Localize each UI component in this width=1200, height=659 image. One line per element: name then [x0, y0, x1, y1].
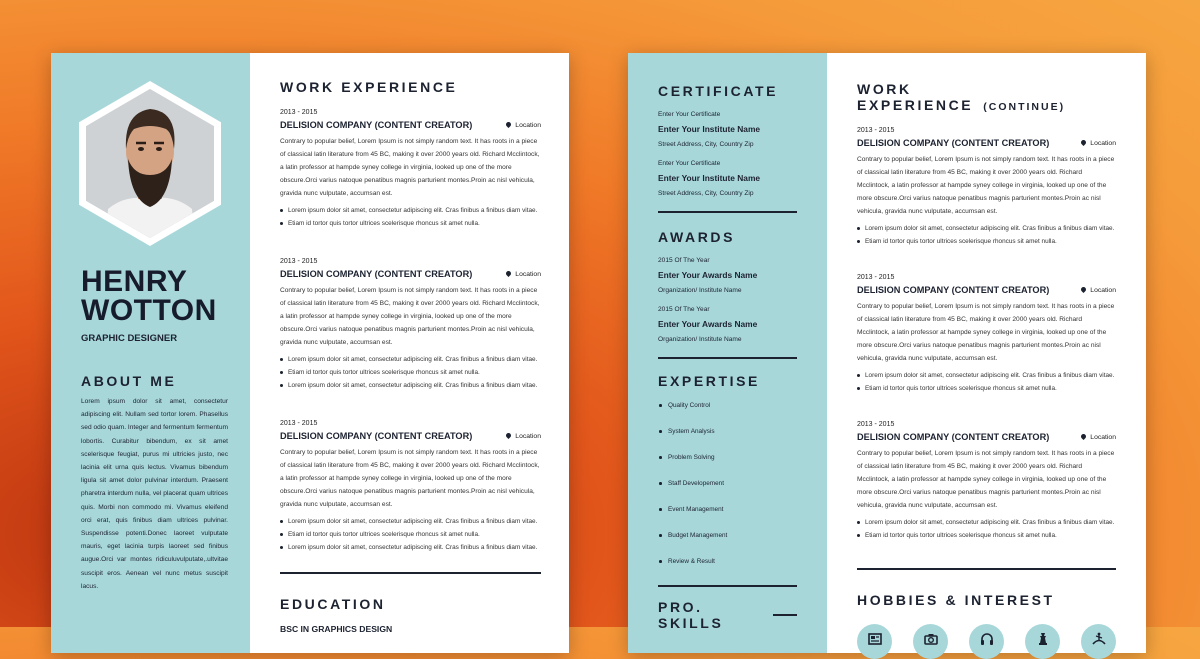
location [1081, 140, 1116, 147]
job-header [857, 432, 1116, 442]
bullet-point: Etiam id tortor quis tortor ultrices scelerisque rhoncus sit amet nulla. [857, 384, 1116, 393]
certificate-title: CERTIFICATE [658, 83, 779, 99]
hobby-badge [857, 624, 892, 659]
sidebar [628, 53, 827, 653]
bullet-point: Etiam id tortor quis tortor ultrices scelerisque rhoncus sit amet nulla. [280, 530, 541, 539]
job-entry [857, 127, 1116, 246]
location [506, 271, 541, 278]
award-entry [658, 306, 797, 343]
divider [773, 614, 797, 616]
bullet-point: Lorem ipsum dolor sit amet, consectetur adipiscing elit. Cras finibus a finibus diam vitae. [280, 206, 541, 215]
bullet-point: Lorem ipsum dolor sit amet, consectetur adipiscing elit. Cras finibus a finibus diam vitae. [280, 517, 541, 526]
location-pin-icon [505, 431, 512, 438]
location-pin-icon [505, 120, 512, 127]
bullet-point: Etiam id tortor quis tortor ultrices scelerisque rhoncus sit amet nulla. [857, 237, 1116, 246]
pro-skills-header [658, 599, 797, 631]
job-role: GRAPHIC DESIGNER [81, 333, 178, 344]
work-experience-title: WORK EXPERIENCE [280, 79, 458, 95]
resume-page-1 [51, 53, 569, 653]
job-description: Contrary to popular belief, Lorem Ipsum is not simply random text. It has roots in a piece of classical latin literature from 45 BC, making it over 2000 years old. Richard Mcclintock, a latin professor at hampde syney college in virginia, looked up one of the more obscure.Orci varius natoque penatibus magnis parturient montes.Proin ac nisl vehicula, gravida nunc vulputate, accumsan est. [857, 303, 1115, 362]
location-pin-icon [1080, 432, 1087, 439]
certificate-label: Enter Your Certificate [658, 160, 721, 167]
certificate-entry [658, 160, 797, 197]
name-line-1: HENRY [81, 265, 188, 298]
location-text: Location [1090, 139, 1116, 147]
job-description: Contrary to popular belief, Lorem Ipsum is not simply random text. It has roots in a piece of classical latin literature from 45 BC, making it over 2000 years old. Richard Mcclintock, a latin professor at hampde syney college in virginia, looked up one of the more obscure.Orci varius natoque penatibus magnis parturient montes.Proin ac nisl vehicula, gravida nunc vulputate, accumsan est. [280, 287, 540, 346]
award-year: 2015 Of The Year [658, 306, 710, 313]
work-title-text: WORK EXPERIENCE [857, 81, 974, 113]
bullet-point: Etiam id tortor quis tortor ultrices scelerisque rhoncus sit amet nulla. [280, 219, 541, 228]
company-name: DELISION COMPANY (CONTENT CREATOR) [280, 120, 473, 130]
location [1081, 287, 1116, 294]
award-year: 2015 Of The Year [658, 257, 710, 264]
education-title: EDUCATION [280, 596, 386, 612]
location-pin-icon [505, 269, 512, 276]
work-experience-title [857, 81, 1116, 113]
location-pin-icon [1080, 138, 1087, 145]
job-date: 2013 - 2015 [857, 421, 895, 428]
main-column [827, 53, 1146, 653]
bullet-point: Lorem ipsum dolor sit amet, consectetur adipiscing elit. Cras finibus a finibus diam vitae. [280, 355, 541, 364]
job-header [280, 431, 541, 441]
headphones-icon [979, 631, 995, 652]
name-line-2: WOTTON [81, 294, 217, 327]
chess-icon [1035, 631, 1051, 652]
about-title: ABOUT ME [81, 373, 177, 389]
job-date: 2013 - 2015 [280, 258, 318, 265]
company-name: DELISION COMPANY (CONTENT CREATOR) [857, 432, 1050, 442]
certificate-list [658, 111, 797, 197]
expertise-item: System Analysis [658, 428, 797, 435]
institute-name: Enter Your Institute Name [658, 173, 761, 183]
about-text: Lorem ipsum dolor sit amet, consectetur adipiscing elit. Nullam sed tortor lorem. Phasellus sed odio quam. Integer and fermentum fermentum lobortis. Curabitur bibendum, ex sit amet scelerisque feugiat, purus mi ultricies justo, nec lacinia elit urna quis lectus. Vivamus bibendum ligula sit amet dolor pulvinar interdum. Praesent pharetra interdum nulla, vel placerat quam ultrices quis. Morbi non commodo mi. Vivamus eleifend orci erat, quis finibus diam ultrices pulvinar. Suspendisse potenti.Donec laoreet vulputate mauris, eget lacinia turpis laoreet sed finibus augue.Orci var montes ridiculuvulputate,.ultvitae suscipit eros. Aenean vel nunc metus suscipit lacus. [81, 398, 228, 590]
job-date: 2013 - 2015 [857, 274, 895, 281]
certificate-label: Enter Your Certificate [658, 111, 721, 118]
location-text: Location [1090, 286, 1116, 294]
location-text: Location [515, 432, 541, 440]
company-name: DELISION COMPANY (CONTENT CREATOR) [280, 269, 473, 279]
work-continue-text: (CONTINUE) [983, 101, 1066, 113]
job-entry [280, 109, 541, 228]
company-name: DELISION COMPANY (CONTENT CREATOR) [280, 431, 473, 441]
hobbies-list [857, 624, 1116, 659]
location-text: Location [515, 121, 541, 129]
job-header [857, 138, 1116, 148]
pro-skills-title: PRO. SKILLS [658, 599, 724, 631]
job-entry [280, 258, 541, 390]
candidate-name [81, 267, 217, 325]
hobbies-title: HOBBIES & INTEREST [857, 592, 1055, 608]
divider [857, 568, 1116, 570]
location-text: Location [515, 270, 541, 278]
expertise-item: Quality Control [658, 402, 797, 409]
work-experience-list [857, 127, 1116, 540]
expertise-item: Review & Result [658, 558, 797, 565]
main-column [250, 53, 569, 653]
location [1081, 434, 1116, 441]
bullet-point: Etiam id tortor quis tortor ultrices scelerisque rhoncus sit amet nulla. [280, 368, 541, 377]
divider [658, 211, 797, 213]
institute-name: Enter Your Institute Name [658, 124, 761, 134]
bullet-point: Lorem ipsum dolor sit amet, consectetur adipiscing elit. Cras finibus a finibus diam vitae. [280, 543, 541, 552]
work-experience-list [280, 109, 541, 552]
bullet-point: Etiam id tortor quis tortor ultrices scelerisque rhoncus sit amet nulla. [857, 531, 1116, 540]
award-name: Enter Your Awards Name [658, 319, 758, 329]
expertise-list [658, 402, 797, 565]
company-name: DELISION COMPANY (CONTENT CREATOR) [857, 285, 1050, 295]
newspaper-icon [867, 631, 883, 652]
location-pin-icon [1080, 285, 1087, 292]
sidebar [51, 53, 250, 653]
expertise-title: EXPERTISE [658, 373, 760, 389]
job-entry [857, 274, 1116, 393]
institute-address: Street Address, City, Country Zip [658, 141, 754, 148]
job-date: 2013 - 2015 [280, 109, 318, 116]
expertise-item: Budget Management [658, 532, 797, 539]
divider [658, 585, 797, 587]
location [506, 122, 541, 129]
bullet-point: Lorem ipsum dolor sit amet, consectetur adipiscing elit. Cras finibus a finibus diam vitae. [857, 518, 1116, 527]
resume-page-2 [628, 53, 1146, 653]
travel-icon [1091, 631, 1107, 652]
job-header [280, 269, 541, 279]
job-entry [280, 420, 541, 552]
awards-list [658, 257, 797, 343]
job-date: 2013 - 2015 [280, 420, 318, 427]
award-organization: Organization/ Institute Name [658, 336, 742, 343]
hobby-badge [913, 624, 948, 659]
institute-address: Street Address, City, Country Zip [658, 190, 754, 197]
divider [658, 357, 797, 359]
certificate-entry [658, 111, 797, 148]
camera-icon [923, 631, 939, 652]
awards-title: AWARDS [658, 229, 736, 245]
hobby-badge [969, 624, 1004, 659]
job-description: Contrary to popular belief, Lorem Ipsum is not simply random text. It has roots in a piece of classical latin literature from 45 BC, making it over 2000 years old. Richard Mcclintock, a latin professor at hampde syney college in virginia, looked up one of the more obscure.Orci varius natoque penatibus magnis parturient montes.Proin ac nisl vehicula, gravida nunc vulputate, accumsan est. [857, 450, 1115, 509]
profile-photo [79, 81, 221, 246]
bullet-point: Lorem ipsum dolor sit amet, consectetur adipiscing elit. Cras finibus a finibus diam vitae. [857, 224, 1116, 233]
hobby-badge [1025, 624, 1060, 659]
hobby-badge [1081, 624, 1116, 659]
job-header [857, 285, 1116, 295]
job-header [280, 120, 541, 130]
job-description: Contrary to popular belief, Lorem Ipsum is not simply random text. It has roots in a piece of classical latin literature from 45 BC, making it over 2000 years old. Richard Mcclintock, a latin professor at hampde syney college in virginia, looked up one of the more obscure.Orci varius natoque penatibus magnis parturient montes.Proin ac nisl vehicula, gravida nunc vulputate, accumsan est. [280, 449, 540, 508]
company-name: DELISION COMPANY (CONTENT CREATOR) [857, 138, 1050, 148]
job-date: 2013 - 2015 [857, 127, 895, 134]
award-entry [658, 257, 797, 294]
job-entry [857, 421, 1116, 540]
award-name: Enter Your Awards Name [658, 270, 758, 280]
bullet-point: Lorem ipsum dolor sit amet, consectetur adipiscing elit. Cras finibus a finibus diam vitae. [857, 371, 1116, 380]
job-description: Contrary to popular belief, Lorem Ipsum is not simply random text. It has roots in a piece of classical latin literature from 45 BC, making it over 2000 years old. Richard Mcclintock, a latin professor at hampde syney college in virginia, looked up one of the more obscure.Orci varius natoque penatibus magnis parturient montes.Proin ac nisl vehicula, gravida nunc vulputate, accumsan est. [857, 156, 1115, 215]
divider [280, 572, 541, 574]
location-text: Location [1090, 433, 1116, 441]
award-organization: Organization/ Institute Name [658, 287, 742, 294]
location [506, 433, 541, 440]
job-description: Contrary to popular belief, Lorem Ipsum is not simply random text. It has roots in a piece of classical latin literature from 45 BC, making it over 2000 years old. Richard Mcclintock, a latin professor at hampde syney college in virginia, looked up one of the more obscure.Orci varius natoque penatibus magnis parturient montes.Proin ac nisl vehicula, gravida nunc vulputate, accumsan est. [280, 138, 540, 197]
education-degree: BSC IN GRAPHICS DESIGN [280, 624, 393, 634]
expertise-item: Event Management [658, 506, 797, 513]
expertise-item: Staff Developement [658, 480, 797, 487]
bullet-point: Lorem ipsum dolor sit amet, consectetur adipiscing elit. Cras finibus a finibus diam vitae. [280, 381, 541, 390]
expertise-item: Problem Solving [658, 454, 797, 461]
